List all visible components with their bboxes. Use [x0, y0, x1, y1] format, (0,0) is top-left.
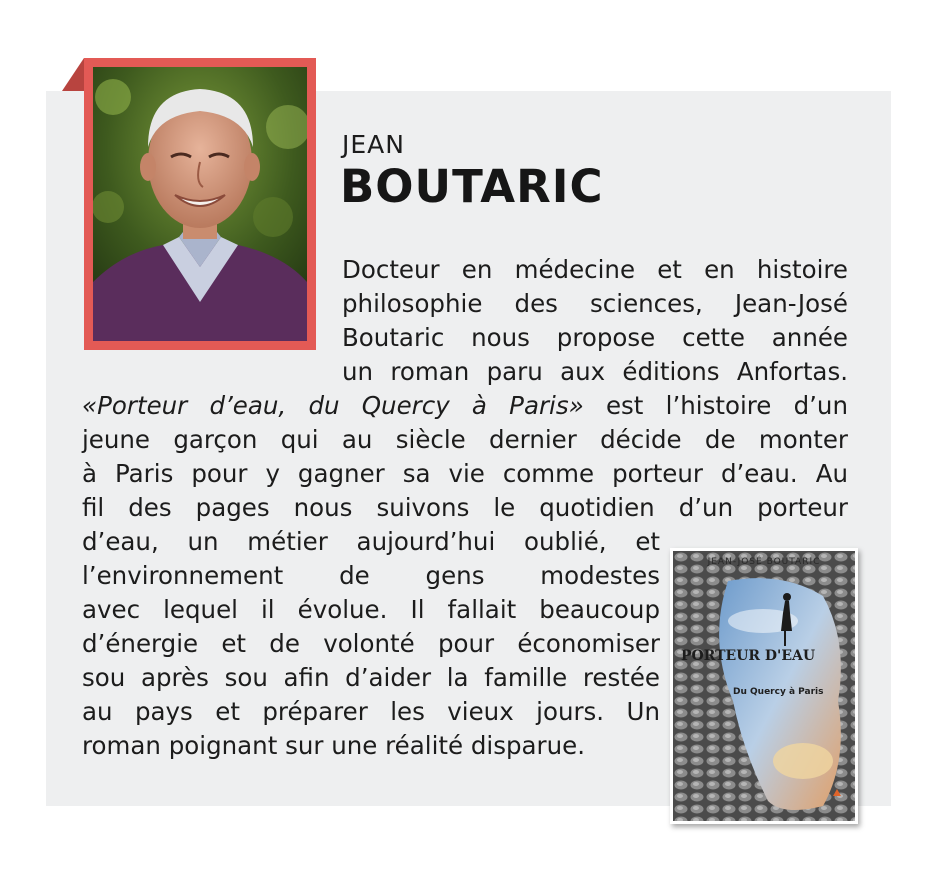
corner-fold [62, 58, 84, 91]
book-cover-title: PORTEUR D'EAU [681, 648, 816, 664]
book-cover [670, 548, 858, 824]
body-line: d’eau, un métier aujourd’hui oublié, et [82, 527, 660, 556]
body-line [82, 389, 848, 423]
book-cover-image [673, 551, 855, 821]
book-cover-subtitle: Du Quercy à Paris [733, 687, 824, 697]
body-line: avec lequel il évolue. Il fallait beaucoup [82, 595, 660, 624]
body-line: à Paris pour y gagner sa vie comme porteur d’eau. Au [82, 459, 848, 488]
body-line: Docteur en médecine et en histoire [342, 255, 848, 284]
body-line: Boutaric nous propose cette année [342, 323, 848, 352]
body-line: fil des pages nous suivons le quotidien d’un porteur [82, 493, 848, 522]
author-portrait [93, 67, 307, 341]
body-line-rest: est l’histoire d’un [583, 391, 848, 420]
book-cover-art [673, 551, 855, 821]
book-title-quote: «Porteur d’eau, du Quercy à Paris» [82, 391, 584, 420]
body-line: un roman paru aux éditions Anfortas. [342, 357, 848, 386]
body-line-last: roman poignant sur une réalité disparue. [82, 731, 586, 760]
body-line: jeune garçon qui au siècle dernier décide de monter [82, 425, 848, 454]
book-cover-author: JEAN-JOSÉ BOUTARIC [707, 557, 821, 567]
body-line: philosophie des sciences, Jean-José [342, 289, 848, 318]
body-line: l’environnement de gens modestes [82, 561, 660, 590]
author-last-name: BOUTARIC [340, 160, 604, 213]
author-first-name: JEAN [342, 130, 405, 159]
body-line: au pays et préparer les vieux jours. Un [82, 697, 660, 726]
body-line: d’énergie et de volonté pour économiser [82, 629, 660, 658]
body-line: sou après sou afin d’aider la famille restée [82, 663, 660, 692]
portrait-frame [84, 58, 316, 350]
